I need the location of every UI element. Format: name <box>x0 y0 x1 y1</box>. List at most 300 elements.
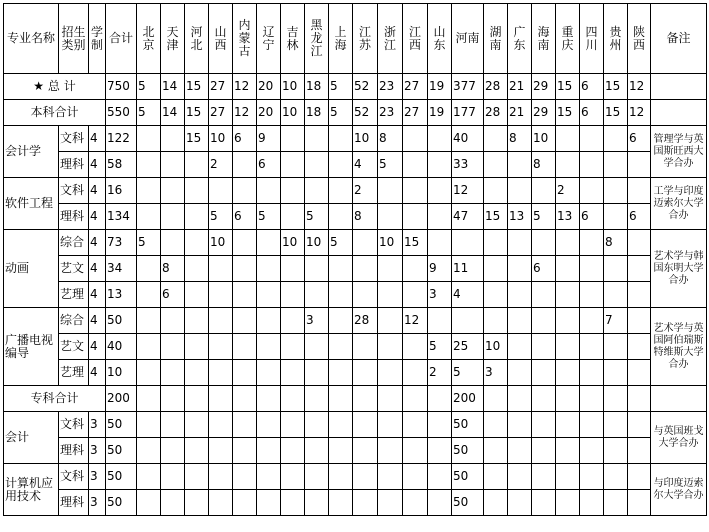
table-cell <box>305 490 329 516</box>
years-cell: 4 <box>89 256 106 282</box>
table-cell <box>185 152 209 178</box>
table-cell <box>628 464 651 490</box>
table-cell: 10 <box>209 230 233 256</box>
table-cell <box>378 308 403 334</box>
table-cell: 5 <box>532 204 556 230</box>
row-total: 40 <box>106 334 137 360</box>
table-cell: 10 <box>305 230 329 256</box>
table-cell <box>329 412 353 438</box>
table-cell <box>556 464 580 490</box>
table-cell <box>257 412 281 438</box>
table-cell <box>556 438 580 464</box>
row-total: 13 <box>106 282 137 308</box>
years-cell: 4 <box>89 204 106 230</box>
table-row <box>4 334 707 360</box>
table-cell <box>353 438 378 464</box>
table-cell: 2 <box>353 178 378 204</box>
table-row <box>4 464 707 490</box>
table-cell: 28 <box>353 308 378 334</box>
grand-total-row <box>4 74 707 100</box>
table-cell <box>305 126 329 152</box>
table-cell <box>604 204 628 230</box>
table-cell <box>209 334 233 360</box>
table-cell <box>556 308 580 334</box>
table-cell <box>580 178 604 204</box>
table-cell: 9 <box>428 256 452 282</box>
bachelor-total-label: 本科合计 <box>4 100 106 126</box>
program-note: 工学与印度迈索尔大学合办 <box>651 178 707 230</box>
table-cell <box>378 386 403 412</box>
row-total: 50 <box>106 490 137 516</box>
table-cell: 5 <box>137 74 161 100</box>
years-cell: 4 <box>89 152 106 178</box>
table-cell <box>556 334 580 360</box>
table-cell <box>233 230 257 256</box>
table-cell <box>628 360 651 386</box>
header-province: 内蒙古 <box>233 4 257 74</box>
header-province: 山西 <box>209 4 233 74</box>
table-cell <box>281 334 305 360</box>
table-cell <box>403 126 428 152</box>
table-cell <box>484 256 508 282</box>
table-cell: 2 <box>556 178 580 204</box>
table-cell: 13 <box>508 204 532 230</box>
table-cell: 27 <box>403 74 428 100</box>
table-cell <box>209 490 233 516</box>
table-cell <box>233 438 257 464</box>
years-cell: 4 <box>89 334 106 360</box>
table-cell <box>305 360 329 386</box>
table-cell <box>556 412 580 438</box>
table-cell: 15 <box>604 100 628 126</box>
table-cell <box>378 334 403 360</box>
category-cell: 理科 <box>59 438 89 464</box>
years-cell: 3 <box>89 438 106 464</box>
years-cell: 3 <box>89 412 106 438</box>
table-cell: 4 <box>353 152 378 178</box>
table-cell <box>580 386 604 412</box>
table-row <box>4 204 707 230</box>
table-cell <box>428 464 452 490</box>
table-cell: 6 <box>532 256 556 282</box>
table-cell <box>604 386 628 412</box>
table-cell <box>281 412 305 438</box>
category-cell: 综合 <box>59 308 89 334</box>
table-cell: 5 <box>452 360 484 386</box>
table-cell <box>403 256 428 282</box>
header-province: 贵州 <box>604 4 628 74</box>
table-cell <box>556 386 580 412</box>
table-cell <box>185 386 209 412</box>
table-cell <box>532 490 556 516</box>
table-cell <box>580 152 604 178</box>
table-cell: 15 <box>185 74 209 100</box>
table-cell <box>209 360 233 386</box>
table-cell <box>353 282 378 308</box>
table-row <box>4 282 707 308</box>
table-cell <box>185 282 209 308</box>
table-cell <box>580 412 604 438</box>
table-cell <box>604 282 628 308</box>
table-cell <box>161 438 185 464</box>
table-cell <box>137 204 161 230</box>
table-cell <box>233 386 257 412</box>
table-cell <box>508 178 532 204</box>
college-total-label: 专科合计 <box>4 386 106 412</box>
table-cell <box>185 204 209 230</box>
table-cell: 11 <box>452 256 484 282</box>
header-province: 江西 <box>403 4 428 74</box>
table-cell: 3 <box>484 360 508 386</box>
table-cell <box>484 438 508 464</box>
table-cell <box>161 360 185 386</box>
grand-total-sum: 750 <box>106 74 137 100</box>
table-cell <box>161 490 185 516</box>
table-cell <box>484 464 508 490</box>
table-cell <box>209 438 233 464</box>
table-cell: 52 <box>353 100 378 126</box>
table-cell <box>305 464 329 490</box>
header-province: 湖南 <box>484 4 508 74</box>
table-cell <box>556 256 580 282</box>
table-cell <box>428 386 452 412</box>
table-cell <box>233 152 257 178</box>
table-cell <box>305 152 329 178</box>
table-cell <box>281 256 305 282</box>
table-cell <box>329 282 353 308</box>
table-cell: 10 <box>532 126 556 152</box>
table-cell <box>161 126 185 152</box>
table-cell <box>233 282 257 308</box>
table-cell <box>137 412 161 438</box>
table-cell <box>353 412 378 438</box>
table-cell <box>532 386 556 412</box>
table-cell: 5 <box>209 204 233 230</box>
table-cell <box>329 490 353 516</box>
category-cell: 理科 <box>59 204 89 230</box>
table-cell <box>185 178 209 204</box>
table-cell <box>508 490 532 516</box>
table-cell <box>137 308 161 334</box>
table-cell <box>281 386 305 412</box>
program-note: 与印度迈索尔大学合办 <box>651 464 707 516</box>
enrollment-table <box>3 3 707 516</box>
table-cell <box>628 386 651 412</box>
table-cell <box>257 230 281 256</box>
program-note: 艺术学与英国阿伯瑞斯特维斯大学合办 <box>651 308 707 386</box>
table-cell: 21 <box>508 100 532 126</box>
table-cell <box>257 178 281 204</box>
table-cell <box>604 490 628 516</box>
table-cell <box>580 230 604 256</box>
table-cell <box>353 256 378 282</box>
table-cell <box>556 360 580 386</box>
table-cell: 19 <box>428 100 452 126</box>
table-cell <box>161 204 185 230</box>
table-cell <box>556 282 580 308</box>
category-cell: 文科 <box>59 178 89 204</box>
table-cell <box>378 412 403 438</box>
table-cell <box>532 282 556 308</box>
program-note: 艺术学与韩国东明大学合办 <box>651 230 707 308</box>
table-cell: 200 <box>452 386 484 412</box>
table-cell <box>484 490 508 516</box>
table-cell <box>484 386 508 412</box>
header-row <box>4 4 707 74</box>
table-cell <box>484 152 508 178</box>
table-cell <box>508 386 532 412</box>
table-cell: 8 <box>378 126 403 152</box>
table-row <box>4 178 707 204</box>
table-cell <box>428 412 452 438</box>
table-cell <box>185 490 209 516</box>
table-cell <box>452 230 484 256</box>
table-cell <box>161 464 185 490</box>
table-cell <box>628 438 651 464</box>
category-cell: 综合 <box>59 230 89 256</box>
table-cell: 29 <box>532 100 556 126</box>
table-cell <box>484 126 508 152</box>
header-province: 重庆 <box>556 4 580 74</box>
table-cell <box>532 412 556 438</box>
table-cell: 20 <box>257 100 281 126</box>
row-total: 34 <box>106 256 137 282</box>
header-category: 招生类别 <box>59 4 89 74</box>
header-province: 黑龙江 <box>305 4 329 74</box>
table-cell <box>281 204 305 230</box>
table-cell <box>604 360 628 386</box>
table-cell <box>532 464 556 490</box>
table-cell <box>209 464 233 490</box>
table-cell <box>329 178 353 204</box>
table-cell <box>233 464 257 490</box>
table-cell: 8 <box>161 256 185 282</box>
header-province: 上海 <box>329 4 353 74</box>
table-cell <box>329 438 353 464</box>
table-cell <box>209 282 233 308</box>
table-cell: 14 <box>161 100 185 126</box>
table-cell <box>628 256 651 282</box>
table-cell <box>508 282 532 308</box>
table-cell <box>137 282 161 308</box>
row-total: 50 <box>106 308 137 334</box>
table-cell <box>161 412 185 438</box>
header-province: 河南 <box>452 4 484 74</box>
table-cell <box>532 360 556 386</box>
table-cell <box>329 386 353 412</box>
row-total: 58 <box>106 152 137 178</box>
table-cell <box>604 126 628 152</box>
table-cell <box>508 360 532 386</box>
table-cell: 10 <box>209 126 233 152</box>
table-cell <box>378 204 403 230</box>
table-row <box>4 490 707 516</box>
table-cell: 5 <box>137 100 161 126</box>
table-cell <box>353 386 378 412</box>
table-cell <box>580 360 604 386</box>
table-cell <box>353 464 378 490</box>
table-cell <box>428 204 452 230</box>
table-cell <box>508 230 532 256</box>
table-cell <box>428 308 452 334</box>
table-cell <box>628 308 651 334</box>
table-cell <box>508 308 532 334</box>
table-cell: 2 <box>209 152 233 178</box>
table-cell <box>305 334 329 360</box>
table-cell <box>428 178 452 204</box>
table-cell <box>137 152 161 178</box>
table-row <box>4 438 707 464</box>
table-cell <box>305 438 329 464</box>
table-cell <box>185 438 209 464</box>
table-cell <box>185 230 209 256</box>
table-cell <box>580 438 604 464</box>
table-cell: 12 <box>628 74 651 100</box>
program-name: 软件工程 <box>4 178 59 230</box>
table-cell: 5 <box>305 204 329 230</box>
table-cell <box>257 256 281 282</box>
table-cell <box>580 464 604 490</box>
table-cell <box>532 308 556 334</box>
table-cell <box>378 256 403 282</box>
table-cell <box>556 152 580 178</box>
table-cell <box>329 126 353 152</box>
table-cell <box>185 412 209 438</box>
table-cell <box>161 178 185 204</box>
table-cell <box>628 178 651 204</box>
table-cell <box>257 282 281 308</box>
table-cell <box>604 256 628 282</box>
table-cell <box>137 256 161 282</box>
table-cell <box>305 256 329 282</box>
table-cell <box>580 282 604 308</box>
table-cell <box>353 230 378 256</box>
header-province: 天津 <box>161 4 185 74</box>
category-cell: 理科 <box>59 152 89 178</box>
header-province: 四川 <box>580 4 604 74</box>
table-cell: 10 <box>281 74 305 100</box>
table-cell <box>329 204 353 230</box>
grand-total-label-cell <box>4 74 106 100</box>
table-cell: 4 <box>452 282 484 308</box>
table-cell: 50 <box>452 490 484 516</box>
table-cell <box>305 178 329 204</box>
table-cell <box>185 360 209 386</box>
row-total: 16 <box>106 178 137 204</box>
table-cell: 3 <box>305 308 329 334</box>
table-row <box>4 308 707 334</box>
notes-cell <box>651 100 707 126</box>
table-cell <box>628 490 651 516</box>
row-total: 50 <box>106 438 137 464</box>
table-cell <box>185 308 209 334</box>
table-cell <box>403 360 428 386</box>
table-cell <box>353 360 378 386</box>
table-cell <box>580 308 604 334</box>
table-row <box>4 412 707 438</box>
table-cell <box>428 438 452 464</box>
table-cell: 10 <box>378 230 403 256</box>
table-cell <box>628 282 651 308</box>
table-cell: 12 <box>628 100 651 126</box>
table-cell: 10 <box>353 126 378 152</box>
table-cell <box>137 126 161 152</box>
program-name: 会计 <box>4 412 59 464</box>
table-cell <box>604 464 628 490</box>
table-cell <box>329 360 353 386</box>
header-province: 广东 <box>508 4 532 74</box>
table-cell <box>185 256 209 282</box>
row-total: 122 <box>106 126 137 152</box>
table-cell <box>161 152 185 178</box>
header-years: 学制 <box>89 4 106 74</box>
header-province: 陕西 <box>628 4 651 74</box>
table-cell: 27 <box>209 100 233 126</box>
table-cell <box>161 230 185 256</box>
table-cell: 5 <box>329 230 353 256</box>
table-cell <box>556 230 580 256</box>
table-row <box>4 360 707 386</box>
table-cell: 28 <box>484 100 508 126</box>
table-cell <box>329 464 353 490</box>
program-note: 与英国班戈大学合办 <box>651 412 707 464</box>
table-cell: 52 <box>353 74 378 100</box>
table-cell <box>580 334 604 360</box>
table-cell: 12 <box>233 100 257 126</box>
table-cell: 5 <box>329 100 353 126</box>
table-cell <box>508 464 532 490</box>
table-cell <box>305 282 329 308</box>
header-major: 专业名称 <box>4 4 59 74</box>
table-cell: 10 <box>281 100 305 126</box>
category-cell: 文科 <box>59 126 89 152</box>
table-cell <box>508 334 532 360</box>
notes-cell <box>651 386 707 412</box>
category-cell: 理科 <box>59 490 89 516</box>
college-total-row <box>4 386 707 412</box>
table-cell: 18 <box>305 74 329 100</box>
table-cell: 15 <box>185 126 209 152</box>
table-cell <box>233 360 257 386</box>
table-cell <box>257 438 281 464</box>
table-cell <box>508 256 532 282</box>
header-province: 辽宁 <box>257 4 281 74</box>
header-province: 海南 <box>532 4 556 74</box>
table-cell: 50 <box>452 464 484 490</box>
notes-cell <box>651 74 707 100</box>
years-cell: 3 <box>89 464 106 490</box>
table-cell <box>209 256 233 282</box>
table-cell: 14 <box>161 74 185 100</box>
table-cell: 28 <box>484 74 508 100</box>
category-cell: 艺文 <box>59 334 89 360</box>
table-cell <box>329 152 353 178</box>
table-cell: 20 <box>257 74 281 100</box>
row-total: 10 <box>106 360 137 386</box>
table-cell <box>209 178 233 204</box>
table-cell <box>452 308 484 334</box>
table-cell <box>628 152 651 178</box>
table-cell <box>137 178 161 204</box>
table-cell: 6 <box>233 204 257 230</box>
table-cell <box>484 308 508 334</box>
row-total: 50 <box>106 412 137 438</box>
table-cell <box>403 152 428 178</box>
table-cell: 10 <box>484 334 508 360</box>
table-cell: 8 <box>508 126 532 152</box>
table-cell <box>281 308 305 334</box>
table-cell <box>378 464 403 490</box>
